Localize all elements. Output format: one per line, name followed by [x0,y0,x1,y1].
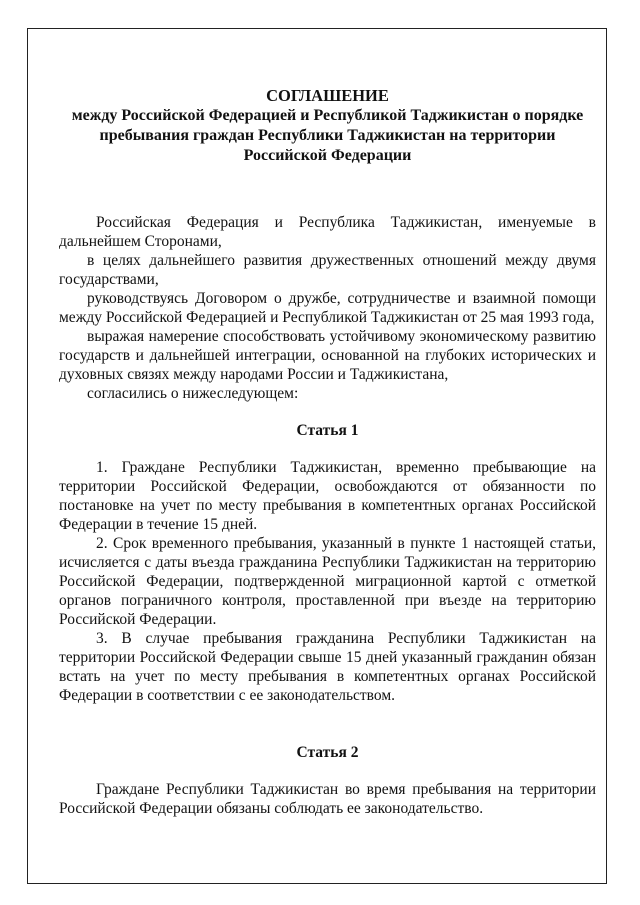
document-body [59,86,596,818]
preamble-paragraph-2: в целях дальнейшего развития дружественных отношений между двумя государствами, [59,252,596,288]
document-title: СОГЛАШЕНИЕ [266,86,389,105]
preamble-paragraph-1: Российская Федерация и Республика Таджикистан, именуемые в дальнейшем Сторонами, [59,214,596,250]
article-1-paragraph-1: 1. Граждане Республики Таджикистан, временно пребывающие на территории Российской Федерации, освобождаются от обязанности по постановке на учет по месту пребывания в компетентных органах Российской Федерации в течение 15 дней. [59,459,596,533]
document-subtitle-line-3: Российской Федерации [243,147,412,164]
article-1-paragraph-3: 3. В случае пребывания гражданина Республики Таджикистан на территории Российской Федерации свыше 15 дней указанный гражданин обязан встать на учет по месту пребывания в компетентных органах Российской Федерации в соответствии с ее законодательством. [59,630,596,704]
preamble-paragraph-4: выражая намерение способствовать устойчивому экономическому развитию государств и дальнейшей интеграции, основанной на глубоких исторических и духовных связях между народами России и Таджикистана, [59,328,596,383]
document-subtitle-line-1: между Российской Федерацией и Республикой Таджикистан о порядке [71,107,584,124]
document-subtitle-line-2: пребывания граждан Республики Таджикистан на территории [99,127,556,144]
article-1-heading: Статья 1 [296,422,359,439]
preamble-paragraph-3: руководствуясь Договором о дружбе, сотрудничестве и взаимной помощи между Российской Федерацией и Республикой Таджикистан от 25 мая 1993 года, [59,290,596,326]
article-1-paragraph-2: 2. Срок временного пребывания, указанный в пункте 1 настоящей статьи, исчисляется с даты въезда гражданина Республики Таджикистан на территорию Российской Федерации, подтвержденной миграционной картой с отметкой органов пограничного контроля, проставленной при въезде на территорию Российской Федерации. [59,535,596,628]
article-2-paragraph-1: Граждане Республики Таджикистан во время пребывания на территории Российской Федерации обязаны соблюдать ее законодательство. [59,781,596,817]
article-2-heading: Статья 2 [296,744,359,761]
preamble-paragraph-5: согласились о нижеследующем: [87,385,299,402]
